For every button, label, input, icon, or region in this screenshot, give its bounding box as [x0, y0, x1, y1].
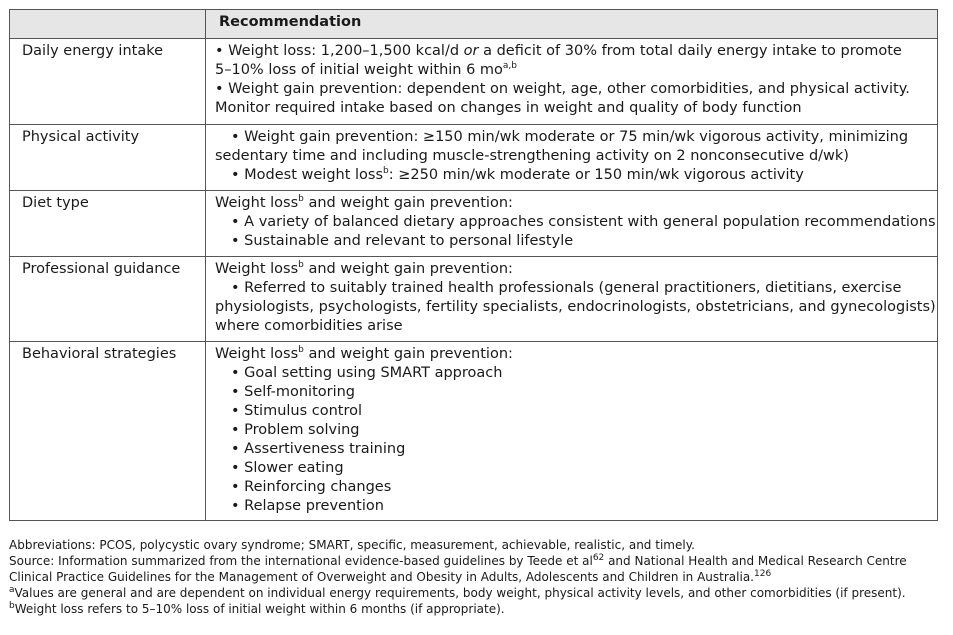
category-physical-activity: Physical activity: [22, 129, 140, 145]
row-divider: [10, 190, 937, 191]
list-item: • Self-monitoring: [231, 384, 356, 400]
rec-line: 5–10% loss of initial weight within 6 mo$^{a,b}$: [215, 61, 518, 78]
recommendation-physical-activity: [215, 128, 935, 185]
list-item: • Slower eating: [231, 460, 344, 476]
category-professional-guidance: Professional guidance: [22, 261, 181, 277]
list-item: • Reinforcing changes: [231, 479, 392, 495]
list-item: • Stimulus control: [231, 403, 363, 419]
source-note-line2: Clinical Practice Guidelines for the Management of Overweight and Obesity in Adults, Adolescents and Children in Australia.$^{126}$: [9, 569, 772, 584]
list-item: • Problem solving: [231, 422, 360, 438]
category-behavioral-strategies: Behavioral strategies: [22, 346, 177, 362]
header-recommendation: Recommendation: [219, 14, 362, 30]
rec-line: • Weight loss: 1,200–1,500 kcal/d or a deficit of 30% from total daily energy intake to promote: [215, 43, 902, 59]
source-note-line1: Source: Information summarized from the international evidence-based guidelines by Teede et $al^{62}$ and National Health and Medical Research Centre: [9, 553, 907, 568]
list-item: • Assertiveness training: [231, 441, 406, 457]
recommendation-table: [9, 9, 938, 521]
table-header: [10, 10, 937, 39]
rec-line: where comorbidities arise: [215, 318, 403, 334]
list-item: • Relapse prevention: [231, 498, 384, 514]
rec-line: • Modest weight loss$^b$: ≥250 min/wk moderate or 150 min/wk vigorous activity: [231, 166, 804, 183]
rec-line: • A variety of balanced dietary approaches consistent with general population recommendations: [231, 214, 936, 230]
recommendation-behavioral-strategies: [215, 345, 935, 516]
category-diet-type: Diet type: [22, 195, 89, 211]
rec-line: Weight loss$^b$ and weight gain prevention:: [215, 260, 513, 277]
rec-line: • Weight gain prevention: ≥150 min/wk moderate or 75 min/wk vigorous activity, minimizing: [231, 129, 909, 145]
list-item: • Goal setting using SMART approach: [231, 365, 503, 381]
abbreviations-note: Abbreviations: PCOS, polycystic ovary syndrome; SMART, specific, measurement, achievable, realistic, and timely.: [9, 538, 695, 552]
rec-line: physiologists, psychologists, fertility specialists, endocrinologists, obstetricians, and gynecologists): [215, 299, 936, 315]
row-divider: [10, 124, 937, 125]
rec-line: Monitor required intake based on changes in weight and quality of body function: [215, 100, 802, 116]
footnote-b: $^b$Weight loss refers to 5–10% loss of initial weight within 6 months (if appropriate).: [9, 601, 505, 616]
category-daily-energy-intake: Daily energy intake: [22, 43, 164, 59]
footnote-a: $^a$Values are general and are dependent on individual energy requirements, body weight, physical activity levels, and other comorbidities (if present).: [9, 585, 906, 600]
rec-line: sedentary time and including muscle-strengthening activity on 2 nonconsecutive d/wk): [215, 148, 849, 164]
rec-line: • Referred to suitably trained health professionals (general practitioners, dietitians, exercise: [231, 280, 902, 296]
rec-line: • Sustainable and relevant to personal lifestyle: [231, 233, 574, 249]
rec-line: • Weight gain prevention: dependent on weight, age, other comorbidities, and physical activity.: [215, 81, 910, 97]
row-divider: [10, 256, 937, 257]
table-notes: [9, 537, 944, 617]
rec-line: Weight loss$^b$ and weight gain prevention:: [215, 194, 513, 211]
recommendation-diet-type: [215, 194, 935, 251]
recommendation-daily-energy-intake: [215, 42, 935, 118]
rec-line: Weight loss$^b$ and weight gain prevention:: [215, 345, 513, 362]
recommendation-professional-guidance: [215, 260, 935, 336]
row-divider: [10, 341, 937, 342]
column-divider: [205, 10, 206, 520]
